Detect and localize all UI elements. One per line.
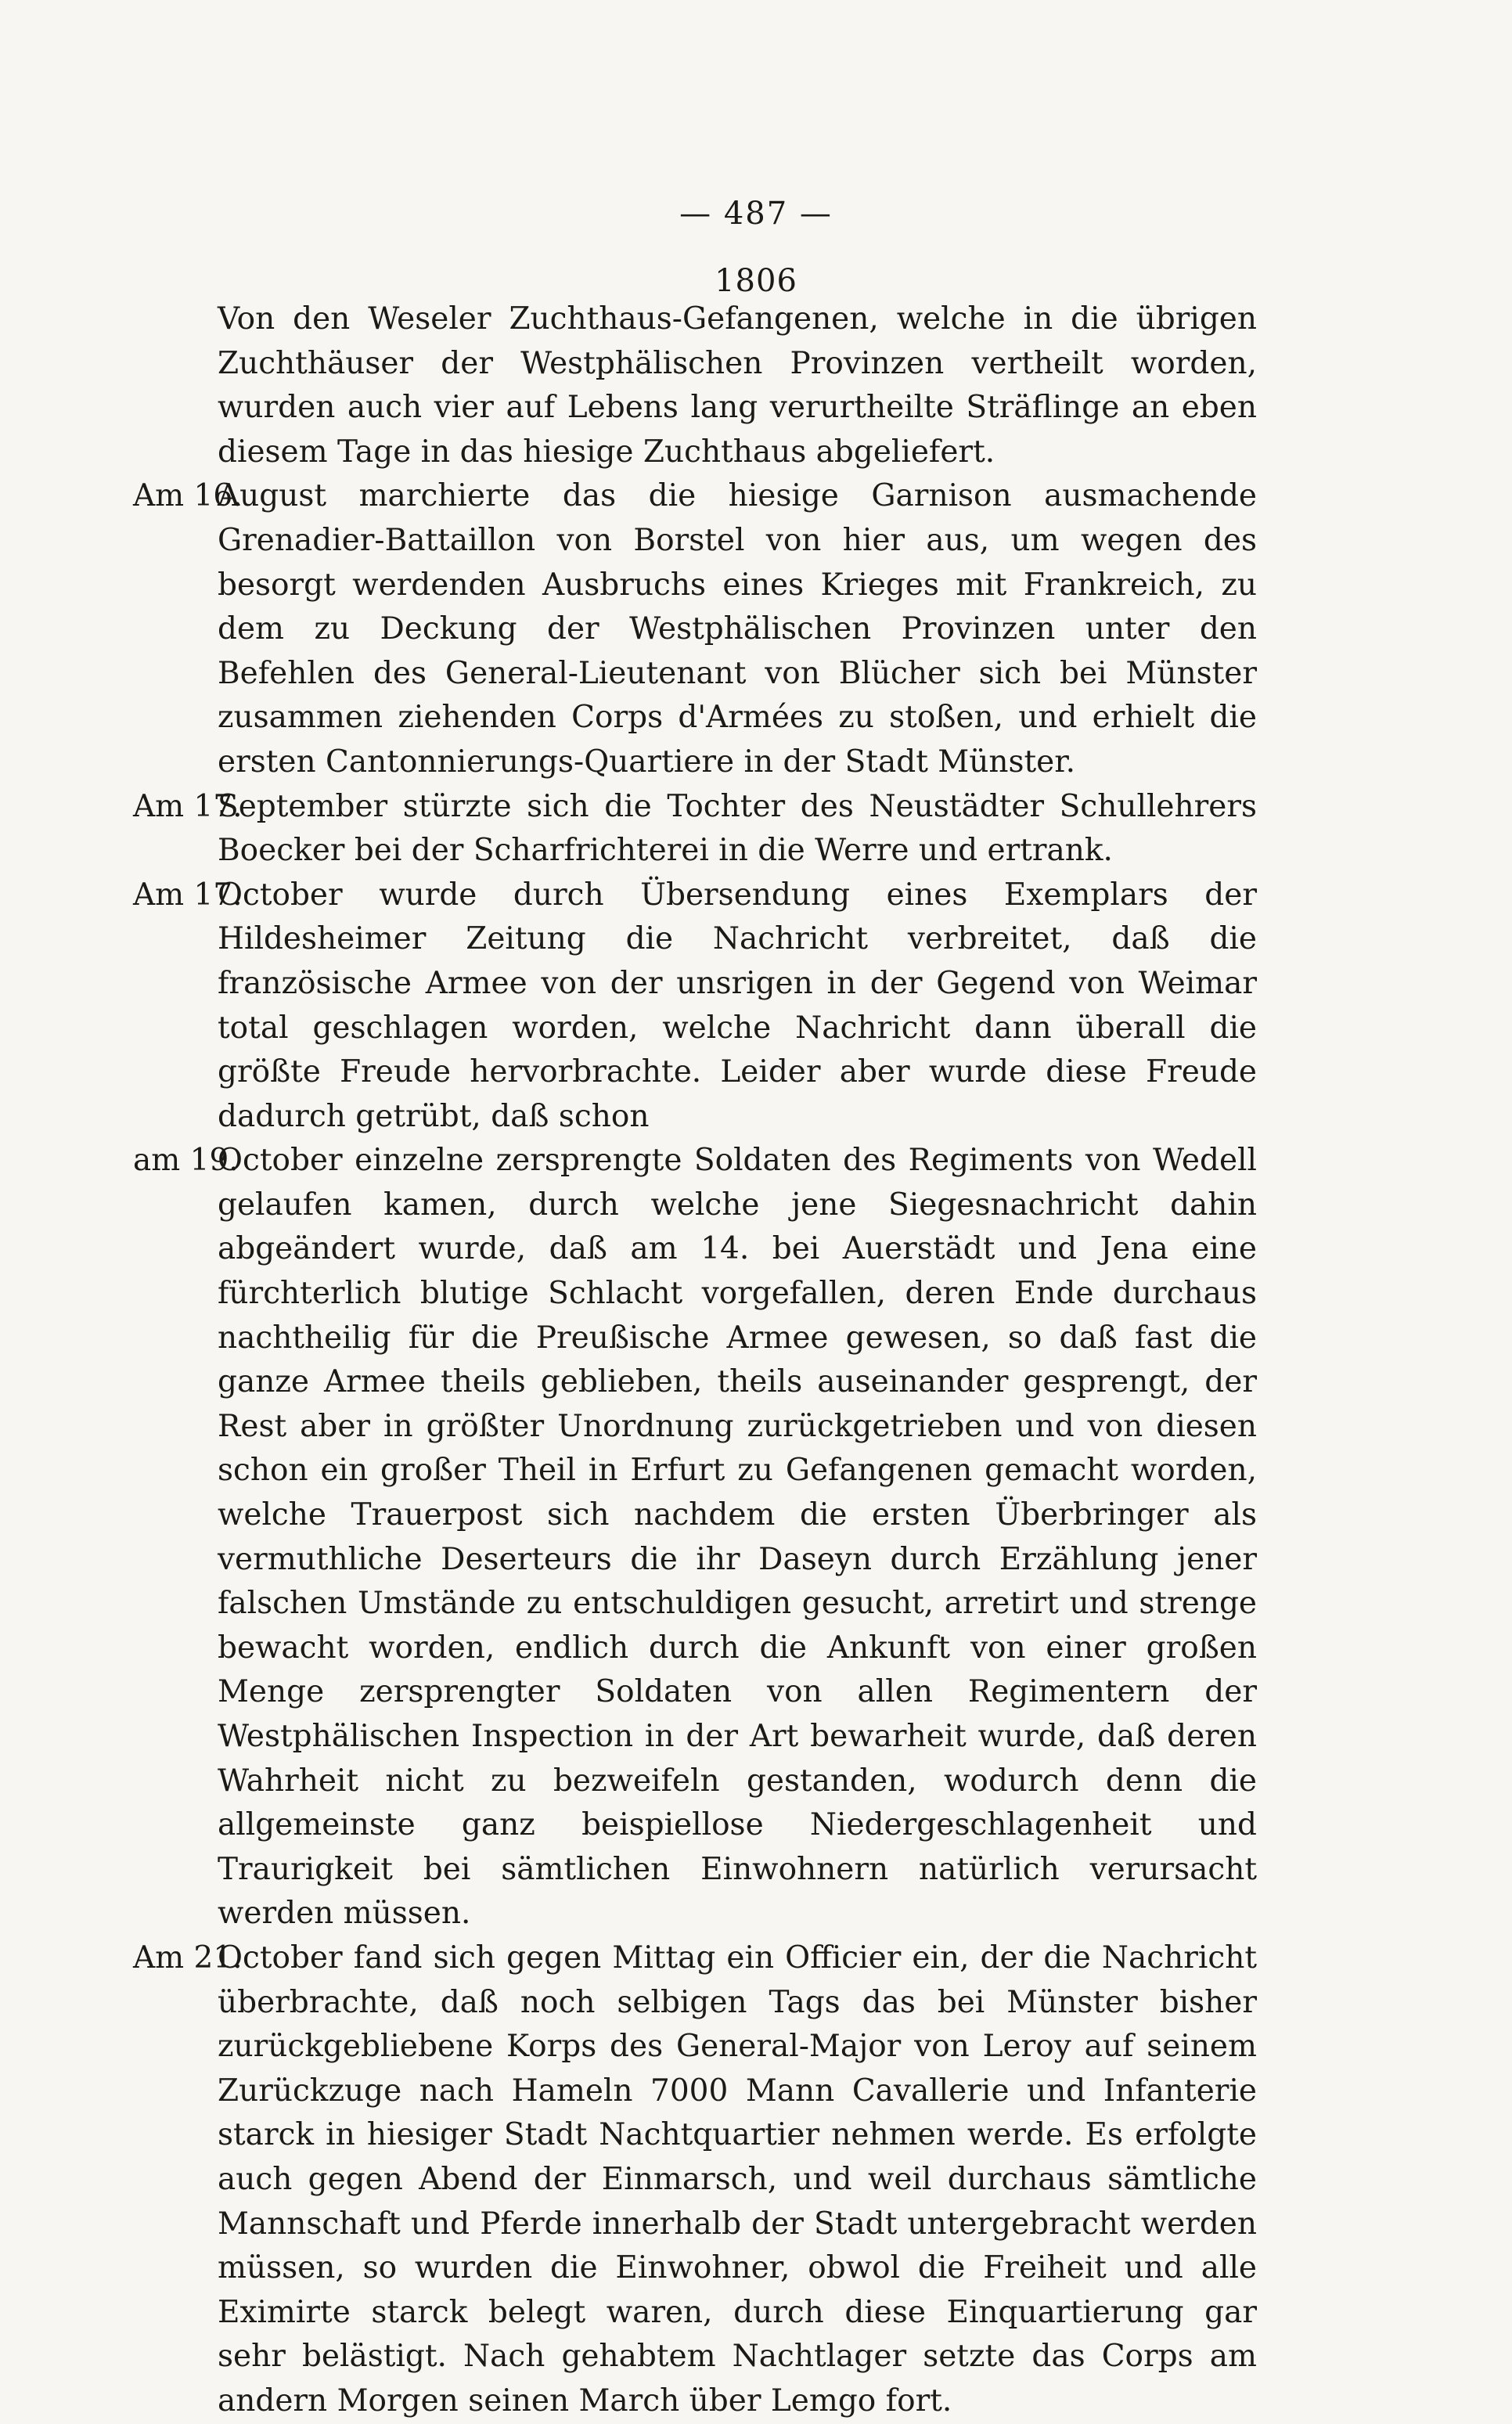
year-heading: 1806 (715, 263, 797, 299)
page-number: — 487 — (679, 196, 833, 232)
chronicle-entry (133, 1139, 1257, 1936)
entry-text: Von den Weseler Zuchthaus-Gefangenen, welche in die übrigen Zuchthäuser der Westphälischen Provinzen vertheilt worden, wurden auch vier auf Lebens lang verurtheilte Sträflinge an eben diesem Tage in das hiesige Zuchthaus abgeliefert. (218, 301, 1257, 470)
entry-text: October einzelne zersprengte Soldaten des Regiments von Wedell gelaufen kamen, durch welche jene Siegesnachricht dahin abgeändert wurde, daß am 14. bei Auerstädt und Jena eine fürchterlich blutige Schlacht vorgefallen, deren Ende durchaus nachtheilig für die Preußische Armee gewesen, so daß fast die ganze Armee theils geblieben, theils auseinander gesprengt, der Rest aber in größter Unordnung zurückgetrieben und von diesen schon ein großer Theil in Erfurt zu Gefangenen gemacht worden, welche Trauerpost sich nachdem die ersten Überbringer als vermuthliche Deserteurs die ihr Daseyn durch Erzählung jener falschen Umstände zu entschuldigen gesucht, arretirt und strenge bewacht worden, endlich durch die Ankunft von einer großen Menge zersprengter Soldaten von allen Regimentern der Westphälischen Inspection in der Art bewarheit wurde, daß deren Wahrheit nicht zu bezweifeln gestanden, wodurch denn die allgemeinste ganz beispiellose Niedergeschlagenheit und Traurigkeit bei sämtlichen Einwohnern natürlich verursacht werden müssen. (218, 1143, 1257, 1932)
entry-date: am 19. (133, 1143, 239, 1179)
chronicle-entries (133, 297, 1257, 2424)
entry-date: Am 17. (133, 877, 243, 913)
chronicle-entry (133, 785, 1257, 873)
entry-date: Am 21. (133, 1940, 243, 1976)
chronicle-entry (133, 474, 1257, 784)
entry-text: October fand sich gegen Mittag ein Officier ein, der die Nachricht überbrachte, daß noch selbigen Tags das bei Münster bisher zurückgebliebene Korps des General-Major von Leroy auf seinem Zurückzuge nach Hameln 7000 Mann Cavallerie und Infanterie starck in hiesiger Stadt Nachtquartier nehmen werde. Es erfolgte auch gegen Abend der Einmarsch, und weil durchaus sämtliche Mannschaft und Pferde innerhalb der Stadt untergebracht werden müssen, so wurden die Einwohner, obwol die Freiheit und alle Eximirte starck belegt waren, durch diese Einquartierung gar sehr belästigt. Nach gehabtem Nachtlager setzte das Corps am andern Morgen seinen March über Lemgo fort. (218, 1940, 1257, 2419)
chronicle-entry (133, 873, 1257, 1140)
chronicle-entry (133, 297, 1257, 474)
entry-date: Am 16. (133, 478, 243, 514)
chronicle-entry (133, 1936, 1257, 2424)
entry-text: August marchierte das die hiesige Garnison ausmachende Grenadier-Battaillon von Borstel von hier aus, um wegen des besorgt werdenden Ausbruchs eines Krieges mit Frankreich, zu dem zu Deckung der Westphälischen Provinzen unter den Befehlen des General-Lieutenant von Blücher sich bei Münster zusammen ziehenden Corps d'Armées zu stoßen, und erhielt die ersten Cantonnierungs-Quartiere in der Stadt Münster. (218, 478, 1257, 780)
entry-text: October wurde durch Übersendung eines Exemplars der Hildesheimer Zeitung die Nachricht verbreitet, daß die französische Armee von der unsrigen in der Gegend von Weimar total geschlagen worden, welche Nachricht dann überall die größte Freude hervorbrachte. Leider aber wurde diese Freude dadurch getrübt, daß schon (218, 877, 1257, 1134)
entry-date: Am 17. (133, 788, 243, 824)
entry-text: September stürzte sich die Tochter des Neustädter Schullehrers Boecker bei der Scharfrichterei in die Werre und ertrank. (218, 788, 1257, 869)
